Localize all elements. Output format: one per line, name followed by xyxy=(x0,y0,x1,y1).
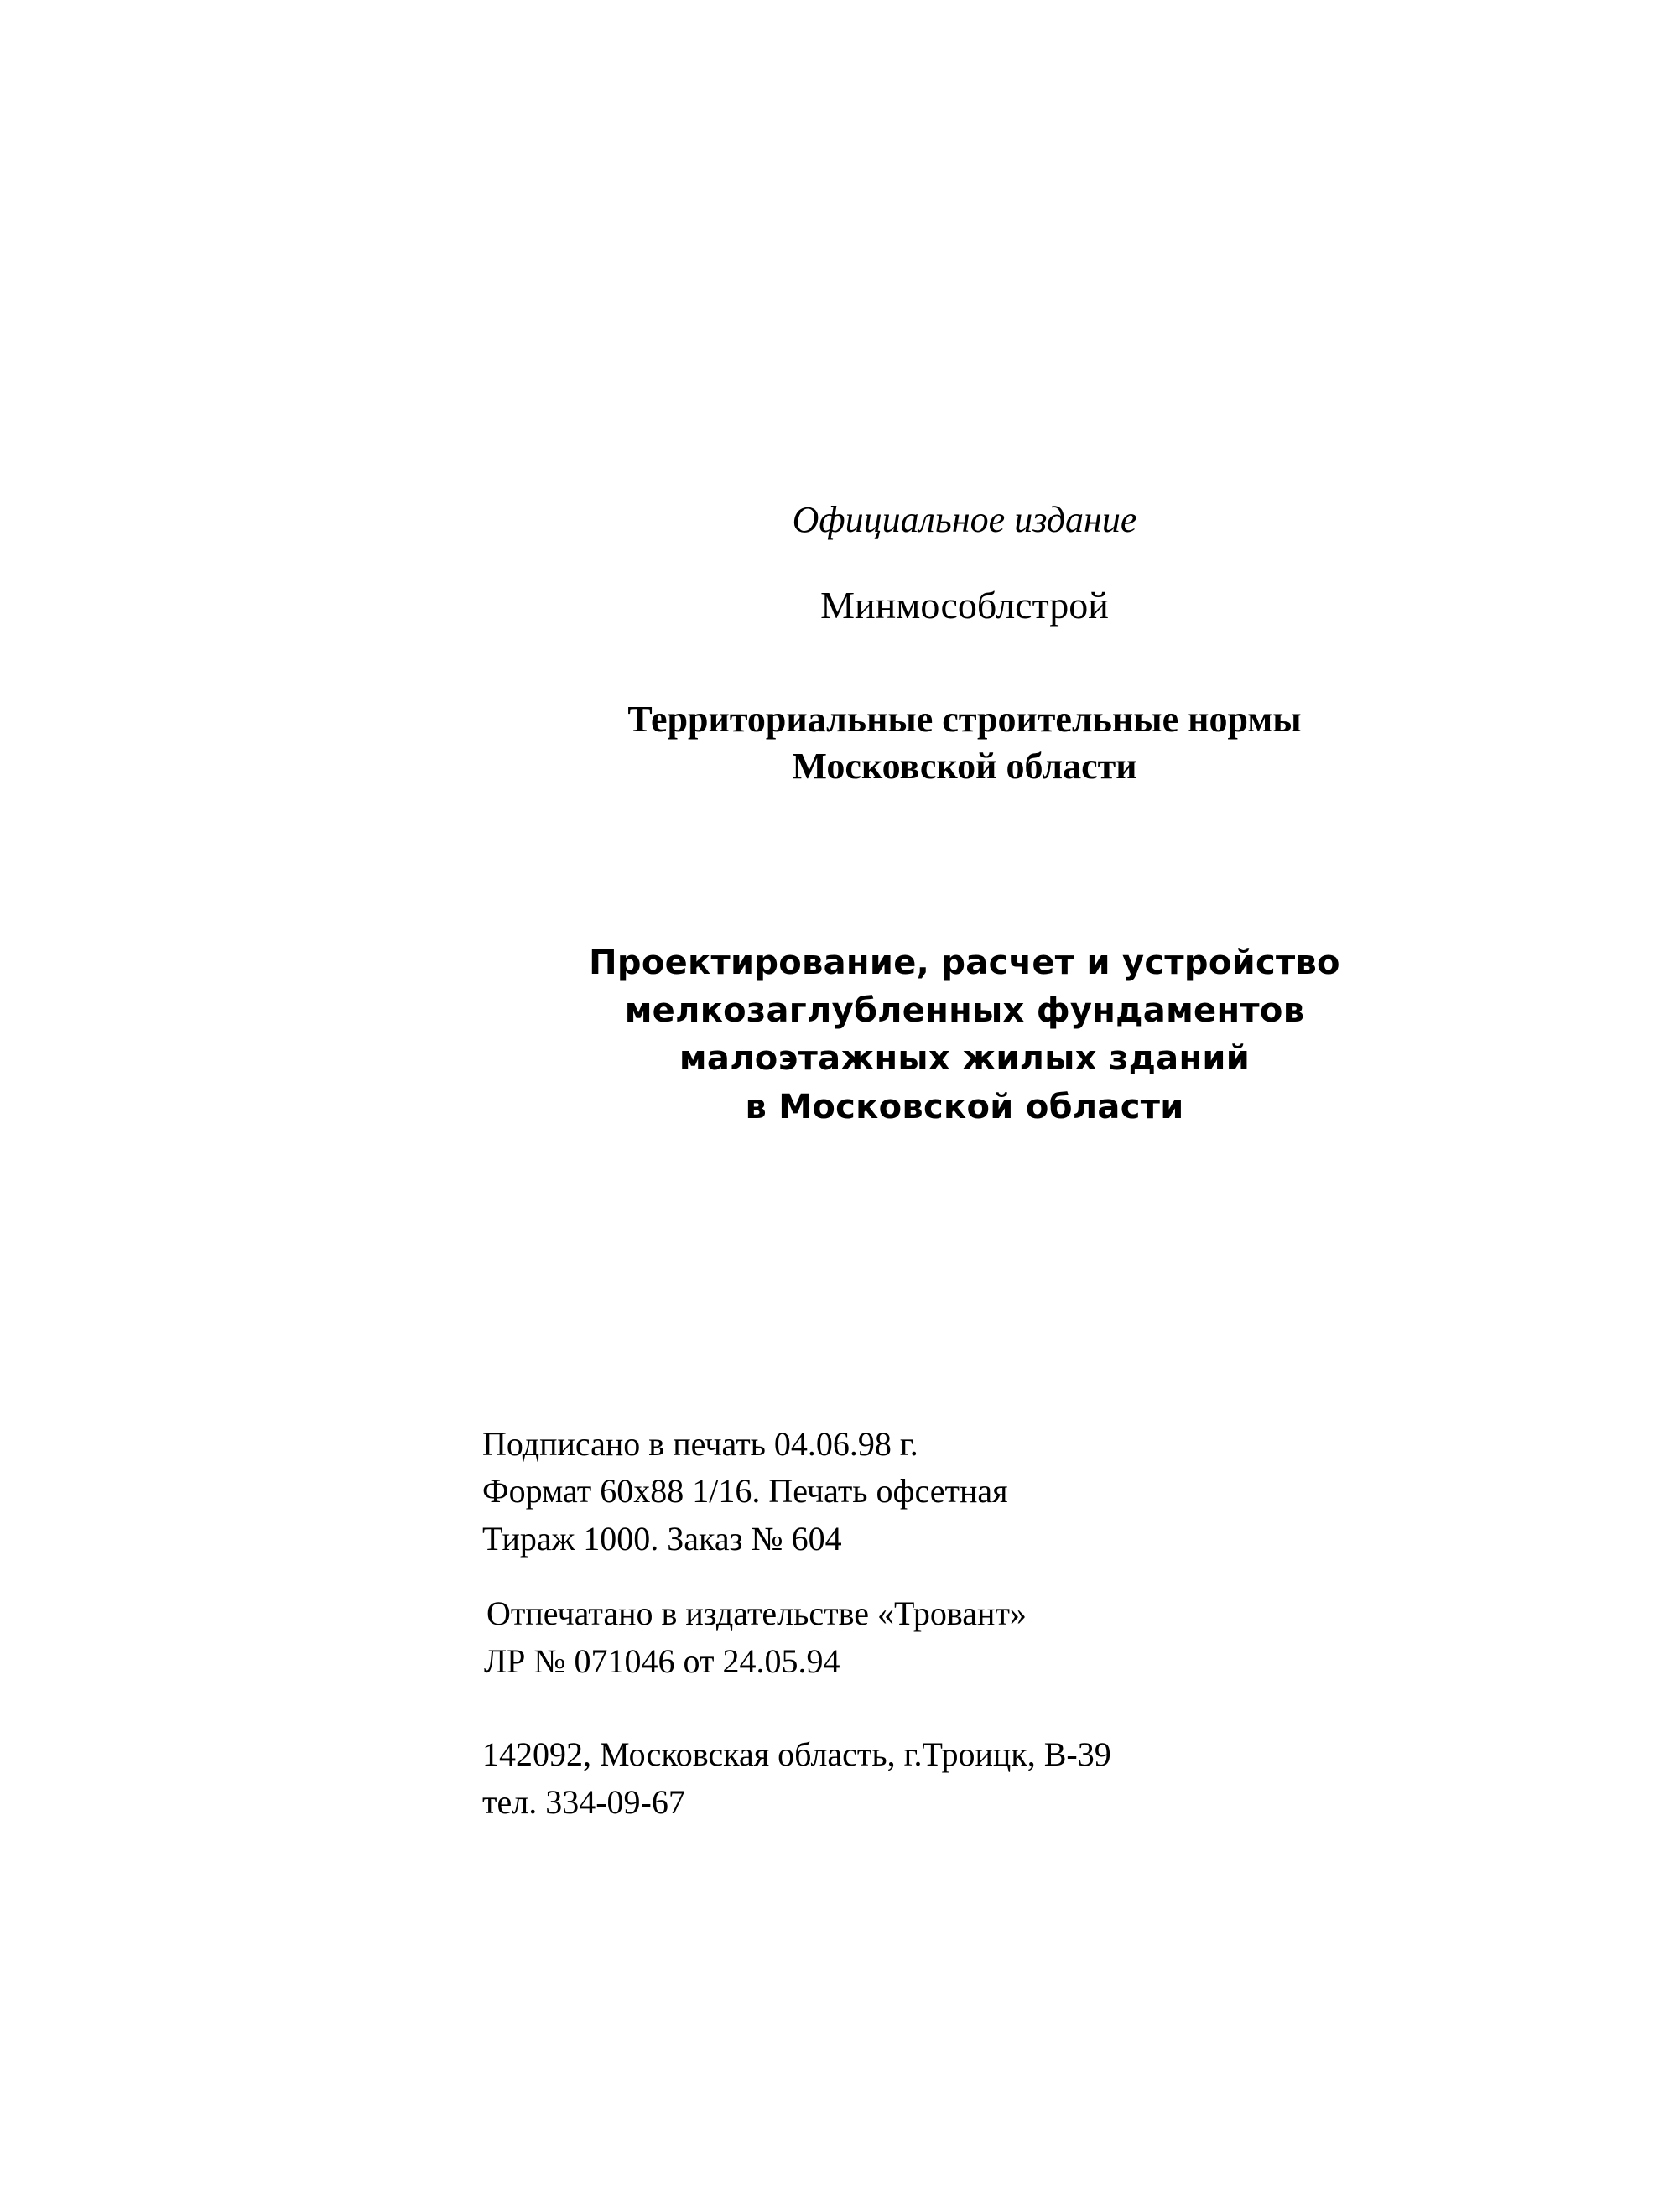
imprint-license: ЛР № 071046 от 24.05.94 xyxy=(484,1642,840,1680)
imprint-signed-date: Подписано в печать 04.06.98 г. xyxy=(482,1425,918,1463)
document-title-line-2: мелкозаглубленных фундаментов xyxy=(624,991,1305,1030)
official-edition-label: Официальное издание xyxy=(792,499,1137,540)
ministry-name: Минмособлстрой xyxy=(820,584,1109,627)
imprint-printed-by: Отпечатано в издательстве «Тровант» xyxy=(486,1594,1027,1632)
document-title-line-3: малоэтажных жилых зданий xyxy=(679,1039,1251,1078)
norms-heading-line-2: Московской области xyxy=(792,746,1137,787)
imprint-circulation: Тираж 1000. Заказ № 604 xyxy=(482,1520,842,1558)
norms-heading-line-1: Территориальные строительные нормы xyxy=(627,699,1302,740)
imprint-address: 142092, Московская область, г.Троицк, В-39 xyxy=(482,1735,1111,1773)
imprint-phone: тел. 334-09-67 xyxy=(482,1783,685,1821)
document-title-line-4: в Московской области xyxy=(745,1088,1184,1126)
document-title-line-1: Проектирование, расчет и устройство xyxy=(589,944,1340,982)
imprint-format: Формат 60х88 1/16. Печать офсетная xyxy=(482,1472,1008,1510)
